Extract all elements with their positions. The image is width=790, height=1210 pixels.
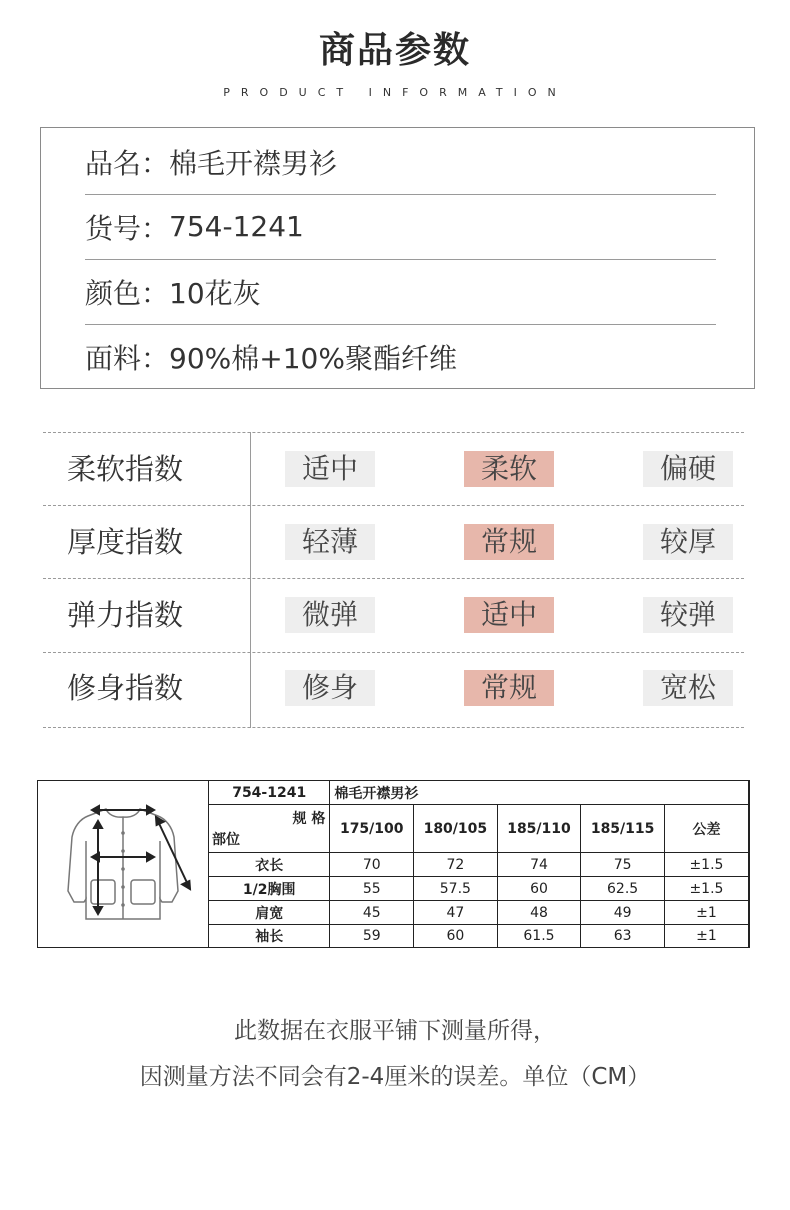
index-label-elasticity: 弹力指数 <box>67 598 184 632</box>
value-cell: 55 <box>330 877 414 901</box>
value-cell: 60 <box>497 877 581 901</box>
size-header: 185/110 <box>497 805 581 853</box>
value-cell: 59 <box>330 925 414 948</box>
info-value: 10花灰 <box>169 276 261 310</box>
spec-label: 规 格 <box>292 811 326 827</box>
option-pill-selected: 常规 <box>464 524 554 560</box>
size-chart <box>37 780 750 948</box>
table-row <box>209 877 749 901</box>
option-pill-selected: 适中 <box>464 597 554 633</box>
info-row-fabric <box>85 324 716 389</box>
value-cell: 45 <box>330 901 414 925</box>
table-row <box>209 925 749 948</box>
value-cell: 70 <box>330 853 414 877</box>
size-header: 180/105 <box>414 805 498 853</box>
value-cell: 74 <box>497 853 581 877</box>
divider <box>43 578 744 579</box>
tolerance-cell: ±1.5 <box>664 853 748 877</box>
option-pill: 微弹 <box>285 597 375 633</box>
info-row-color <box>85 259 716 325</box>
option-pill: 宽松 <box>643 670 733 706</box>
divider <box>43 727 744 728</box>
index-label-fit: 修身指数 <box>67 671 184 705</box>
tolerance-cell: ±1 <box>664 901 748 925</box>
divider <box>43 505 744 506</box>
part-label: 部位 <box>212 832 240 848</box>
garment-diagram <box>38 781 209 947</box>
item-name-cell: 棉毛开襟男衫 <box>330 781 749 805</box>
divider <box>43 432 744 433</box>
option-pill-selected: 柔软 <box>464 451 554 487</box>
value-cell: 49 <box>581 901 665 925</box>
item-no-cell: 754-1241 <box>209 781 330 805</box>
value-cell: 63 <box>581 925 665 948</box>
info-label: 品名： <box>85 146 170 180</box>
part-cell: 1/2胸围 <box>209 877 330 901</box>
info-row-item-no <box>85 194 716 260</box>
fabric-index-table <box>43 432 744 728</box>
option-pill: 偏硬 <box>643 451 733 487</box>
option-pill: 较厚 <box>643 524 733 560</box>
table-row <box>209 853 749 877</box>
page-title: 商品参数 <box>318 30 471 71</box>
size-header: 175/100 <box>330 805 414 853</box>
value-cell: 47 <box>414 901 498 925</box>
value-cell: 57.5 <box>414 877 498 901</box>
index-label-thickness: 厚度指数 <box>67 525 184 559</box>
info-label: 货号： <box>85 211 170 245</box>
info-value: 棉毛开襟男衫 <box>169 146 338 180</box>
size-header: 185/115 <box>581 805 665 853</box>
size-table <box>208 780 749 948</box>
option-pill: 轻薄 <box>285 524 375 560</box>
info-label: 面料： <box>85 341 170 375</box>
measurement-note-line2: 因测量方法不同会有2-4厘米的误差。单位（CM） <box>139 1064 651 1090</box>
value-cell: 60 <box>414 925 498 948</box>
option-pill: 修身 <box>285 670 375 706</box>
divider <box>250 432 251 728</box>
table-row <box>209 901 749 925</box>
option-pill: 适中 <box>285 451 375 487</box>
tolerance-cell: ±1.5 <box>664 877 748 901</box>
measurement-note-line1: 此数据在衣服平铺下测量所得， <box>234 1018 556 1044</box>
part-cell: 衣长 <box>209 853 330 877</box>
spec-header-cell <box>209 805 330 853</box>
value-cell: 62.5 <box>581 877 665 901</box>
option-pill-selected: 常规 <box>464 670 554 706</box>
tolerance-cell: ±1 <box>664 925 748 948</box>
part-cell: 袖长 <box>209 925 330 948</box>
cardigan-measure-icon <box>38 781 208 947</box>
part-cell: 肩宽 <box>209 901 330 925</box>
info-value: 90%棉+10%聚酯纤维 <box>169 341 457 375</box>
value-cell: 75 <box>581 853 665 877</box>
option-pill: 较弹 <box>643 597 733 633</box>
info-row-name <box>85 129 716 195</box>
divider <box>43 652 744 653</box>
index-label-softness: 柔软指数 <box>67 452 184 486</box>
value-cell: 48 <box>497 901 581 925</box>
info-value: 754-1241 <box>169 210 304 243</box>
value-cell: 72 <box>414 853 498 877</box>
info-label: 颜色： <box>85 276 170 310</box>
value-cell: 61.5 <box>497 925 581 948</box>
tolerance-header: 公差 <box>664 805 748 853</box>
page-subtitle: PRODUCT INFORMATION <box>223 86 567 99</box>
info-box <box>40 127 755 389</box>
